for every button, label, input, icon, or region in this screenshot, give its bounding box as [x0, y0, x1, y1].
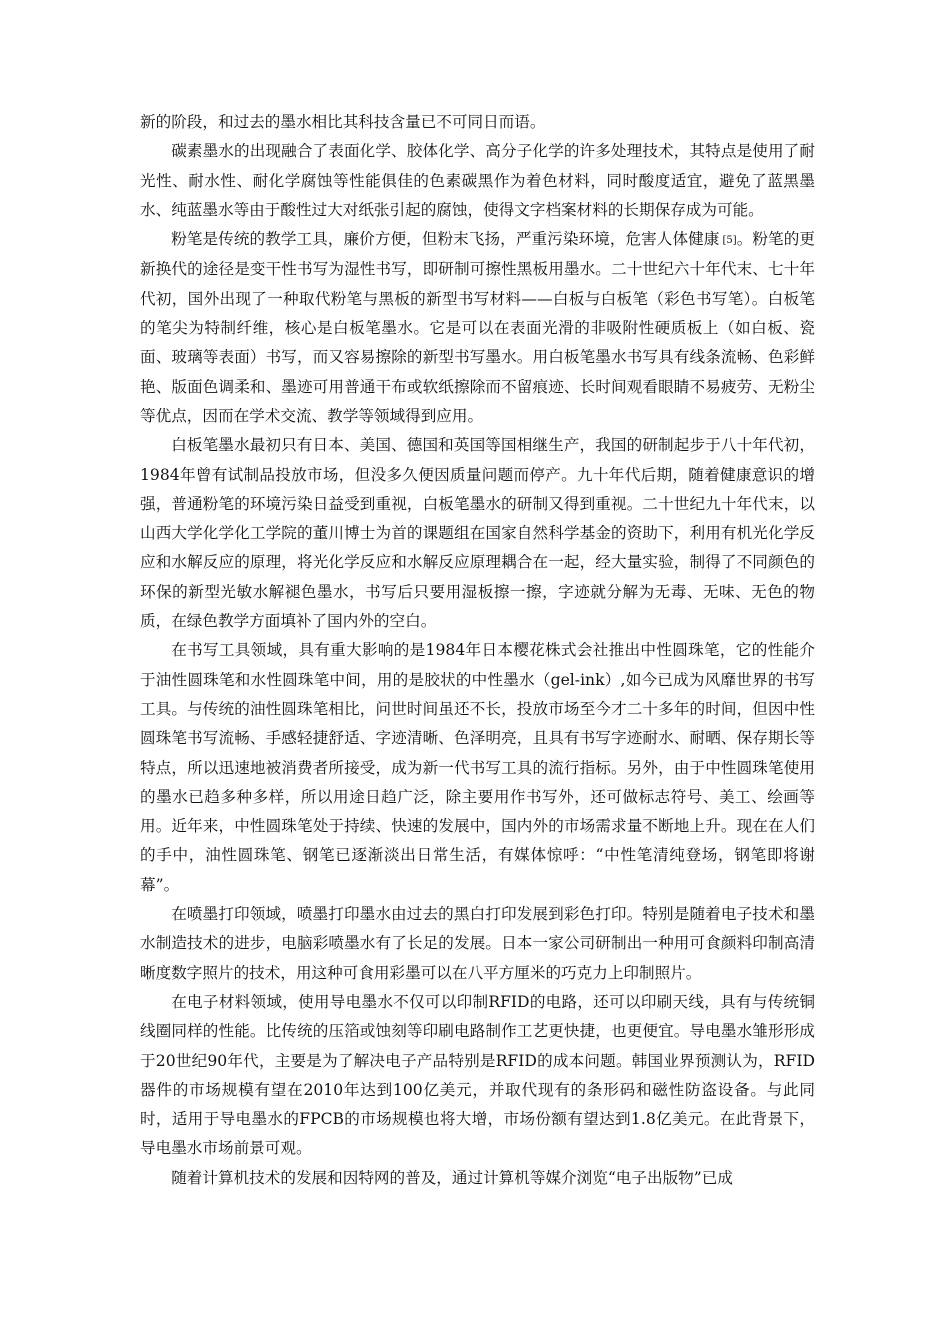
paragraph-4 [140, 431, 815, 636]
paragraph-2 [140, 137, 815, 225]
paragraph-text: 粉笔是传统的教学工具，廉价方便，但粉末飞扬，严重污染环境，危害人体健康 [171, 230, 720, 249]
paragraph-text: 在喷墨打印领域，喷墨打印墨水由过去的黑白打印发展到彩色打印。特别是随着电子技术和墨水制造技术的进步，电脑彩喷墨水有了长足的发展。日本一家公司研制出一种用可食颜料印制高清晰度数字照片的技术，用这种可食用彩墨可以在八平方厘米的巧克力上印制照片。 [140, 905, 815, 982]
paragraph-3 [140, 225, 815, 431]
document-body [140, 108, 815, 1193]
paragraph-text-continued: 。粉笔的更新换代的途径是变干性书写为湿性书写，即研制可擦性黑板用墨水。二十世纪六十年代末、七十年代初，国外出现了一种取代粉笔与黑板的新型书写材料——白板与白板笔（彩色书写笔）。白板笔的笔尖为特制纤维，核心是白板笔墨水。它是可以在表面光滑的非吸附性硬质板上（如白板、瓷面、玻璃等表面）书写，而又容易擦除的新型书写墨水。用白板笔墨水书写具有线条流畅、色彩鲜艳、版面色调柔和、墨迹可用普通干布或软纸擦除而不留痕迹、长时间观看眼睛不易疲劳、无粉尘等优点，因而在学术交流、教学等领域得到应用。 [140, 230, 815, 425]
paragraph-text: 随着计算机技术的发展和因特网的普及，通过计算机等媒介浏览“电子出版物”已成 [171, 1168, 733, 1187]
paragraph-7 [140, 988, 815, 1164]
paragraph-6 [140, 900, 815, 988]
paragraph-text: 白板笔墨水最初只有日本、美国、德国和英国等国相继生产，我国的研制起步于八十年代初，1984年曾有试制品投放市场，但没多久便因质量问题而停产。九十年代后期，随着健康意识的增强，普通粉笔的环境污染日益受到重视，白板笔墨水的研制又得到重视。二十世纪九十年代末，以山西大学化学化工学院的董川博士为首的课题组在国家自然科学基金的资助下，利用有机光化学反应和水解反应的原理，将光化学反应和水解反应原理耦合在一起，经大量实验，制得了不同颜色的环保的新型光敏水解褪色墨水，书写后只要用湿板擦一擦，字迹就分解为无毒、无味、无色的物质，在绿色教学方面填补了国内外的空白。 [140, 436, 815, 631]
paragraph-text: 在书写工具领域，具有重大影响的是1984年日本樱花株式会社推出中性圆珠笔，它的性能介于油性圆珠笔和水性圆珠笔中间，用的是胶状的中性墨水（gel-ink）,如今已成为风靡世界的书写工具。与传统的油性圆珠笔相比，问世时间虽还不长，投放市场至今才二十多年的时间，但因中性圆珠笔书写流畅、手感轻捷舒适、字迹清晰、色泽明亮，且具有书写字迹耐水、耐晒、保存期长等特点，所以迅速地被消费者所接受，成为新一代书写工具的流行指标。另外，由于中性圆珠笔使用的墨水已趋多种多样，所以用途日趋广泛，除主要用作书写外，还可做标志符号、美工、绘画等用。近年来，中性圆珠笔处于持续、快速的发展中，国内外的市场需求量不断地上升。现在在人们的手中，油性圆珠笔、钢笔已逐渐淡出日常生活，有媒体惊呼：“中性笔清纯登场，钢笔即将谢幕”。 [140, 641, 815, 894]
paragraph-1 [140, 108, 815, 137]
paragraph-5 [140, 636, 815, 900]
paragraph-8 [140, 1164, 815, 1193]
citation-marker: [5] [722, 235, 737, 247]
paragraph-text: 碳素墨水的出现融合了表面化学、胶体化学、高分子化学的许多处理技术，其特点是使用了耐光性、耐水性、耐化学腐蚀等性能俱佳的色素碳黑作为着色材料，同时酸度适宜，避免了蓝黑墨水、纯蓝墨水等由于酸性过大对纸张引起的腐蚀，使得文字档案材料的长期保存成为可能。 [140, 142, 815, 219]
paragraph-text: 新的阶段，和过去的墨水相比其科技含量已不可同日而语。 [140, 113, 546, 131]
paragraph-text: 在电子材料领域，使用导电墨水不仅可以印制RFID的电路，还可以印刷天线，具有与传统铜线圈同样的性能。比传统的压箔或蚀刻等印刷电路制作工艺更快捷，也更便宜。导电墨水雏形形成于20世纪90年代，主要是为了解决电子产品特别是RFID的成本问题。韩国业界预测认为，RFID器件的市场规模有望在2010年达到100亿美元，并取代现有的条形码和磁性防盗设备。与此同时，适用于导电墨水的FPCB的市场规模也将大增，市场份额有望达到1.8亿美元。在此背景下，导电墨水市场前景可观。 [140, 992, 815, 1158]
